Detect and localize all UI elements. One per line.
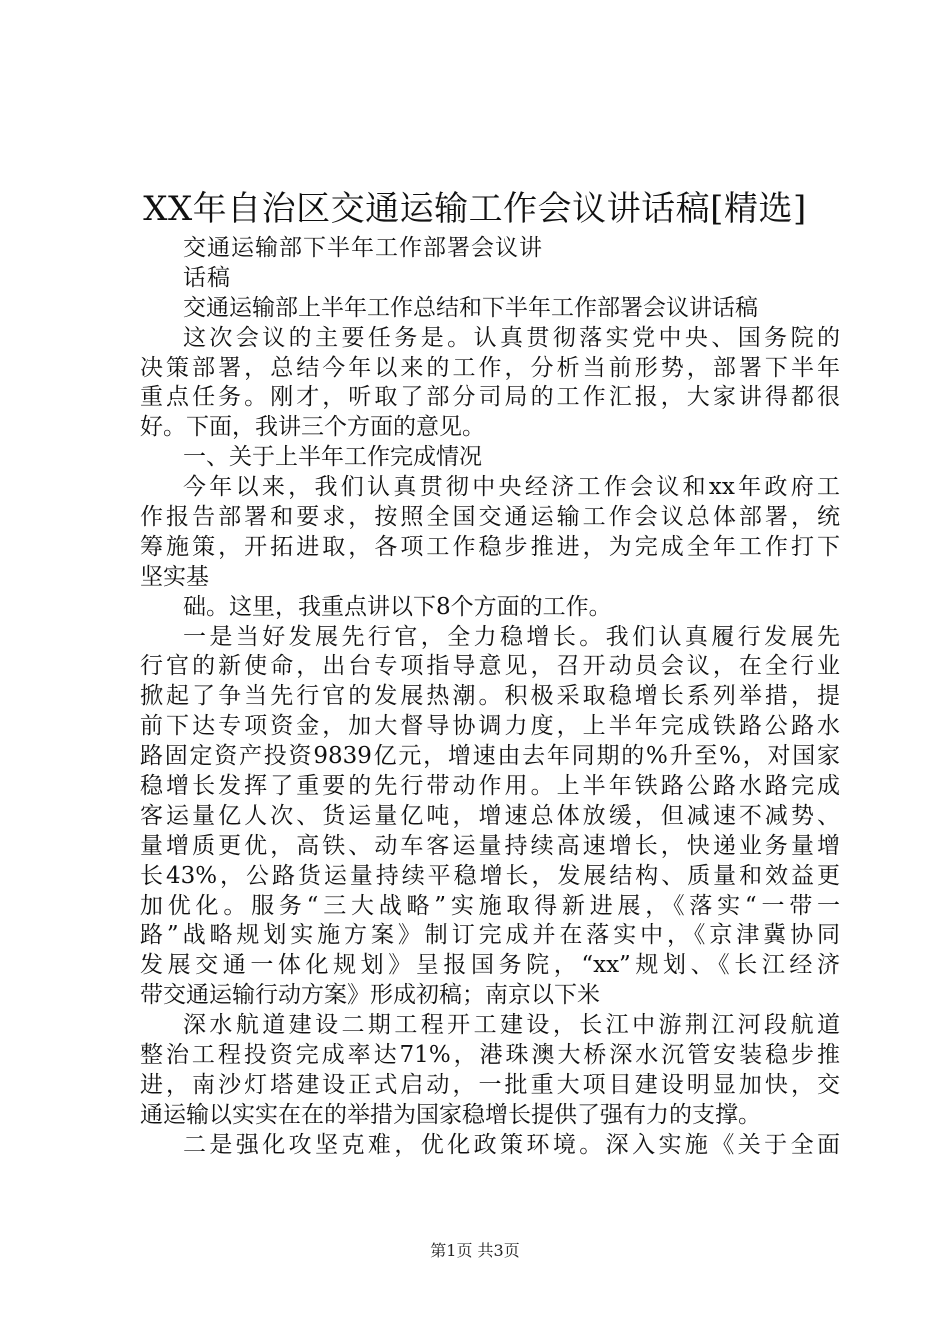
body-line: 重点任务。刚才，听取了部分司局的工作汇报，大家讲得都很 [140,384,840,411]
body-line: 前下达专项资金，加大督导协调力度，上半年完成铁路公路水 [140,713,840,740]
body-line: 带交通运输行动方案》形成初稿；南京以下米 [140,982,600,1009]
body-line: 深水航道建设二期工程开工建设，长江中游荆江河段航道 [183,1012,840,1039]
body-line: 作报告部署和要求，按照全国交通运输工作会议总体部署，统 [140,504,840,531]
body-line: 稳增长发挥了重要的先行带动作用。上半年铁路公路水路完成 [140,773,840,800]
body-line: 加优化。服务“三大战略”实施取得新进展，《落实“一带一 [140,892,840,919]
body-line: 坚实基 [140,563,209,590]
page-indicator: 第1页 共3页 [430,1241,520,1260]
body-line: 掀起了争当先行官的发展热潮。积极采取稳增长系列举措，提 [140,683,840,710]
body-line: 行官的新使命，出台专项指导意见，召开动员会议，在全行业 [140,653,840,680]
body-line: 好。下面，我讲三个方面的意见。 [140,414,485,441]
body-line: 交通运输部下半年工作部署会议讲 [183,235,543,261]
body-line: 这次会议的主要任务是。认真贯彻落实党中央、国务院的 [183,324,840,351]
body-line: 长43%，公路货运量持续平稳增长，发展结构、质量和效益更 [140,862,840,889]
body-line: 话稿 [183,264,231,291]
body-line: 础。这里，我重点讲以下8个方面的工作。 [183,593,612,620]
document-body [140,234,840,1161]
body-line: 二是强化攻坚克难，优化政策环境。深入实施《关于全面 [183,1131,840,1158]
body-line: 筹施策，开拓进取，各项工作稳步推进，为完成全年工作打下 [140,533,840,560]
document-title: XX年自治区交通运输工作会议讲话稿[精选] [143,189,807,229]
body-line: 决策部署，总结今年以来的工作，分析当前形势，部署下半年 [140,354,840,381]
body-line: 通运输以实实在在的举措为国家稳增长提供了强有力的支撑。 [140,1101,761,1128]
body-line: 一、关于上半年工作完成情况 [183,444,482,471]
body-line: 进，南沙灯塔建设正式启动，一批重大项目建设明显加快，交 [140,1071,840,1098]
body-line: 发展交通一体化规划》呈报国务院，“xx”规划、《长江经济 [140,952,840,979]
body-line: 今年以来，我们认真贯彻中央经济工作会议和xx年政府工 [183,474,840,501]
body-line: 交通运输部上半年工作总结和下半年工作部署会议讲话稿 [183,294,758,321]
body-line: 整治工程投资完成率达71%，港珠澳大桥深水沉管安装稳步推 [140,1042,840,1069]
body-line: 路”战略规划实施方案》制订完成并在落实中，《京津冀协同 [140,922,840,949]
body-line: 量增质更优，高铁、动车客运量持续高速增长，快递业务量增 [140,832,840,859]
body-line: 路固定资产投资9839亿元，增速由去年同期的%升至%，对国家 [140,743,840,770]
body-line: 客运量亿人次、货运量亿吨，增速总体放缓，但减速不减势、 [140,802,840,829]
body-line: 一是当好发展先行官，全力稳增长。我们认真履行发展先 [183,623,840,650]
